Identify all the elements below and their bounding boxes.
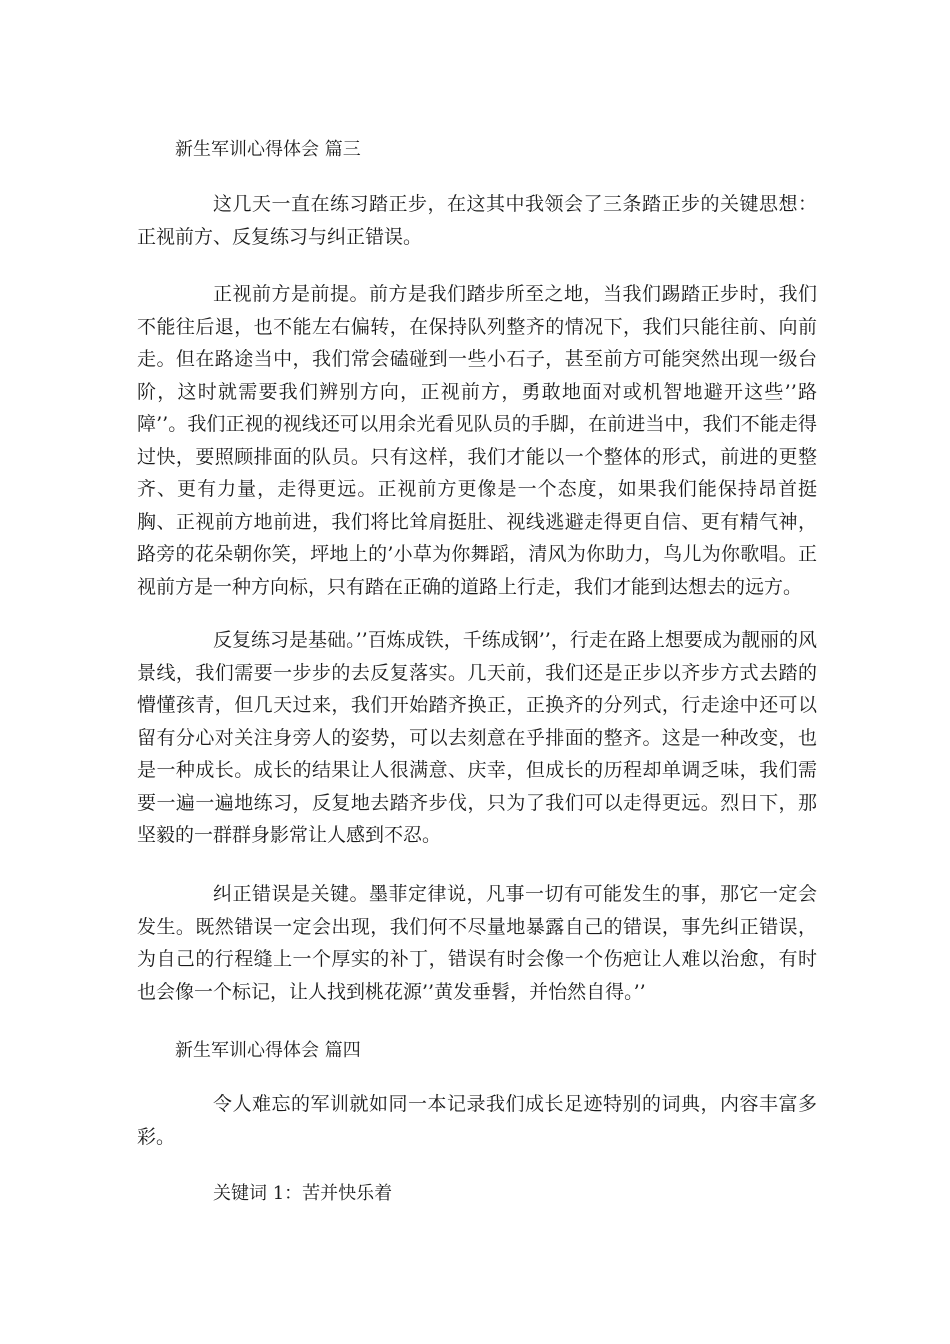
keyword-heading-1: 关键词 1：苦并快乐着 bbox=[213, 1183, 393, 1204]
paragraph-correct-errors: 纠正错误是关键。墨菲定律说，凡事一切有可能发生的事，那它一定会发生。既然错误一定会出现，我们何不尽量地暴露自己的错误，事先纠正错误，为自己的行程缝上一个厚实的补丁，错误有时会像一个伤疤让人难以治愈，有时也会像一个标记，让人找到桃花源’’黄发垂髫，并怡然自得。’’ bbox=[137, 883, 817, 1003]
paragraph-intro-4: 令人难忘的军训就如同一本记录我们成长足迹特别的词典，内容丰富多彩。 bbox=[137, 1093, 817, 1148]
section-heading-4: 新生军训心得体会 篇四 bbox=[175, 1040, 361, 1061]
paragraph-repeat-practice: 反复练习是基础。’’百炼成铁，千练成钢’’，行走在路上想要成为靓丽的风景线，我们需要一步步的去反复落实。几天前，我们还是正步以齐步方式去踏的懵懂孩青，但几天过来，我们开始踏齐换正，正换齐的分列式，行走途中还可以留有分心对关注身旁人的姿势，可以去刻意在乎排面的整齐。这是一种改变，也是一种成长。成长的结果让人很满意、庆幸，但成长的历程却单调乏味，我们需要一遍一遍地练习，反复地去踏齐步伐，只为了我们可以走得更远。烈日下，那坚毅的一群群身影常让人感到不忍。 bbox=[137, 629, 817, 846]
section-heading-3: 新生军训心得体会 篇三 bbox=[175, 139, 361, 160]
paragraph-look-ahead: 正视前方是前提。前方是我们踏步所至之地，当我们踢踏正步时，我们不能往后退，也不能左右偏转，在保持队列整齐的情况下，我们只能往前、向前走。但在路途当中，我们常会磕碰到一些小石子，甚至前方可能突然出现一级台阶，这时就需要我们辨别方向，正视前方，勇敢地面对或机智地避开这些’’路障’’。我们正视的视线还可以用余光看见队员的手脚，在前进当中，我们不能走得过快，要照顾排面的队员。只有这样，我们才能以一个整体的形式，前进的更整齐、更有力量，走得更远。正视前方更像是一个态度，如果我们能保持昂首挺胸、正视前方地前进，我们将比耸肩挺肚、视线逃避走得更自信、更有精气神，路旁的花朵朝你笑，坪地上的’小草为你舞蹈，清风为你助力，鸟儿为你歌唱。正视前方是一种方向标，只有踏在正确的道路上行走，我们才能到达想去的远方。 bbox=[137, 283, 817, 598]
paragraph-intro-3: 这几天一直在练习踏正步，在这其中我领会了三条踏正步的关键思想：正视前方、反复练习与纠正错误。 bbox=[137, 193, 817, 248]
